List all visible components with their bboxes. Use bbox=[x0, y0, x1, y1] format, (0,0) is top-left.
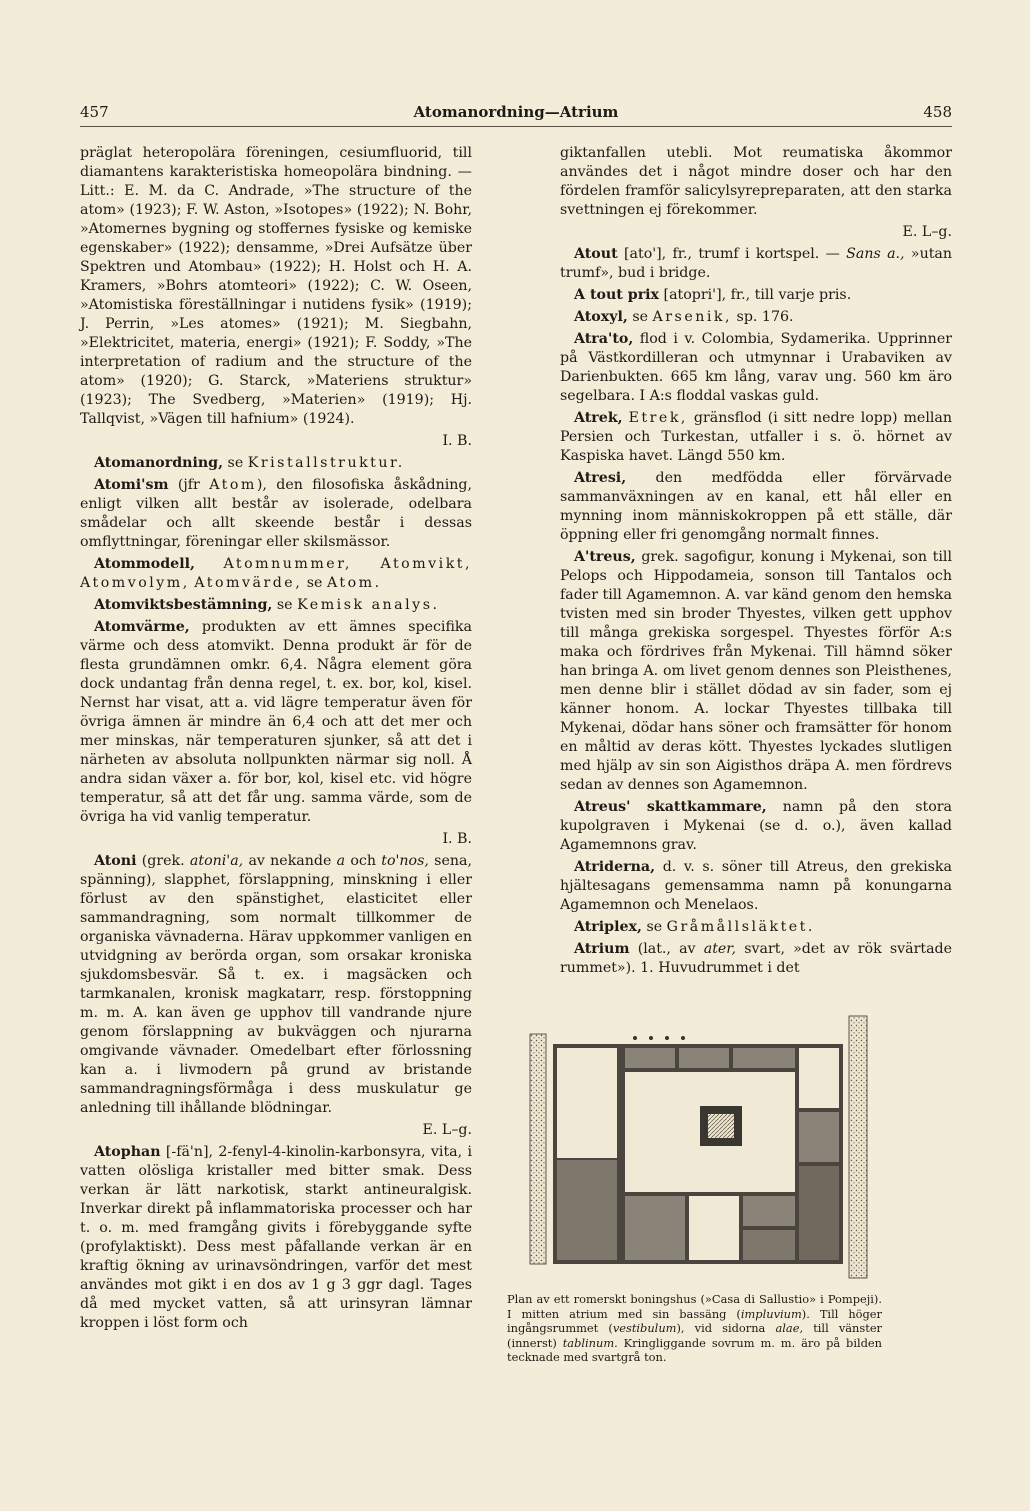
signature: I. B. bbox=[442, 831, 472, 847]
page-number-left: 457 bbox=[80, 103, 109, 121]
headword: Atomvärme, bbox=[94, 619, 190, 635]
signature: E. L–g. bbox=[902, 224, 952, 240]
entry-atreus-skattkammare: Atreus' skattkammare, namn på den stora kupolgraven i Mykenai (se d. o.), även kallad Agamemnons grav. bbox=[560, 799, 953, 853]
cross-reference: Arsenik, bbox=[652, 309, 733, 325]
running-header bbox=[80, 103, 952, 123]
signature: I. B. bbox=[442, 433, 472, 449]
headword: Atrium bbox=[574, 941, 630, 957]
signature: E. L–g. bbox=[422, 1122, 472, 1138]
room bbox=[733, 1048, 795, 1068]
room bbox=[799, 1166, 839, 1260]
headword: A tout prix bbox=[574, 287, 660, 303]
entry-atrium: Atrium (lat., av ater, svart, »det av rök svärtade rummet»). 1. Huvudrummet i det bbox=[560, 941, 953, 976]
headword: Atomi'sm bbox=[94, 477, 169, 493]
column bbox=[633, 1036, 637, 1040]
headword: Atriplex, bbox=[574, 919, 642, 935]
entry-atoxyl: Atoxyl, se Arsenik, sp. 176. bbox=[574, 309, 794, 325]
headword: Atra'to, bbox=[574, 331, 634, 347]
column bbox=[681, 1036, 685, 1040]
street-wall-right bbox=[849, 1016, 867, 1278]
entry-atomvarme: Atomvärme, produkten av ett ämnes specifika värme och dess atomvikt. Denna produkt är för de flesta grundämnen omkr. 6,4. Några element göra dock undantag från denna regel, t. ex. bor, kol, kisel. Nernst har visat, att a. vid lägre temperatur även för övriga ämnen är mindre än 6,4 och att det mer och mer minskas, när temperaturen sjunker, så att det i närheten av absoluta nollpunkten närmar sig noll. Å andra sidan växer a. för bor, kol, kisel etc. vid högre temperatur, så att det får ung. samma värde, som de övriga ha vid vanlig temperatur. bbox=[80, 619, 472, 825]
cross-reference: Kemisk analys. bbox=[297, 597, 440, 613]
entry-atomviktsbestamning: Atomviktsbestämning, se Kemisk analys. bbox=[94, 597, 440, 613]
tablinum bbox=[625, 1196, 685, 1260]
headword: Atreus' skattkammare, bbox=[574, 799, 767, 815]
figure-caption: Plan av ett romerskt boningshus (»Casa di Sallustio» i Pompeji). I mitten atrium med sin bassäng (impluvium). Till höger ingångsrummet (vestibulum), vid sidorna alae, till vänster (innerst) tablinum. Kringliggande sovrum m. m. äro på bilden tecknade med svartgrå ton. bbox=[507, 1292, 883, 1364]
entry-atom-continuation: präglat heteropolära föreningen, cesiumfluorid, till diamantens karakteristiska homeopolära bindning. — Litt.: E. M. da C. Andrade, »The structure of the atom» (1923); F. W. Aston, »Isotopes» (1922); N. Bohr, »Atomernes bygning og stoffernes fysiske og kemiske egenskaber» (1922); densamme, »Drei Aufsätze über Spektren und Atombau» (1922); H. Holst och H. A. Kramers, »Bohrs atomteori» (1922); C. W. Oseen, »Atomistiska föreställningar i nutidens fysik» (1919); J. Perrin, »Les atomes» (1921); M. Siegbahn, »Elektricitet, materia, energi» (1921); F. Soddy, »The interpretation of radium and the structure of the atom» (1920); G. Starck, »Materiens struktur» (1923); The Svedberg, »Materien» (1919); Hj. Tallqvist, »Vägen till hafnium» (1924). bbox=[80, 145, 472, 427]
column bbox=[665, 1036, 669, 1040]
entry-atout: Atout [ato'], fr., trumf i kortspel. — Sans a., »utan trumf», bud i bridge. bbox=[560, 246, 953, 281]
headword: Atresi, bbox=[574, 470, 627, 486]
headword: Atomviktsbestämning, bbox=[94, 597, 273, 613]
cross-reference: Atom bbox=[209, 477, 257, 493]
entry-atreus: A'treus, grek. sagofigur, konung i Mykenai, son till Pelops och Hippodameia, sonson till Tantalos och fader till Agamemnon. A. var känd genom den hemska tvisten med sin broder Thyestes, vilken gett upphov till många grekiska sorgespel. Thyestes förför A:s maka och fördrives från Mykenai. Till hämnd söker han bringa A. om livet genom dennes son Pleisthenes, men denne blir i stället dödad av sin fader, som ej känner honom. A. lockar Thyestes tillbaka till Mykenai, dödar hans söner och framsätter för honom en måltid av deras kött. Thyestes lyckades slutligen med hjälp av sin son Aigisthos dräpa A. men fördrevs sedan av dennes son Agamemnon. bbox=[560, 549, 952, 793]
headword: Atoxyl, bbox=[574, 309, 628, 325]
entry-a-tout-prix: A tout prix [atopri'], fr., till varje pris. bbox=[574, 287, 852, 303]
garden-area bbox=[557, 1048, 617, 1158]
side-rooms-left bbox=[557, 1160, 617, 1260]
street-wall-left bbox=[530, 1034, 546, 1264]
entry-atommodell: Atommodell, Atomnummer, Atomvikt, Atomvolym, Atomvärde, se Atom. bbox=[80, 556, 473, 591]
entry-atoni: Atoni (grek. atoni'a, av nekande a och to'nos, sena, spänning), slapphet, förslappning, minskning i eller förlust av den spänstighet, elasticitet eller sammandragning, som normalt tillkommer de organiska vävnaderna. Härav uppkommer vanligen en utvidgning av berörda organ, som orsakar kroniska sjukdomsbesvär. Så t. ex. i magsäcken och tarmkanalen, kronisk magkatarr, resp. förstoppning m. m. A. kan även ge upphov till vandrande njure genom förslappning av bukväggen och njurarna omgivande vävnader. Omedelbart efter förlossning kan a. i livmodern på grund av bristande sammandragningsförmåga i dess muskulatur ge anledning till ihållande blödningar. bbox=[80, 853, 472, 1116]
headword: Atophan bbox=[94, 1144, 161, 1160]
headword: Atrek, bbox=[574, 410, 623, 426]
floor-plan-drawing bbox=[495, 1014, 870, 1284]
entry-atrato: Atra'to, flod i v. Colombia, Sydamerika. Upprinner på Västkordilleran och utmynnar i Urabaviken av Darienbukten. 665 km lång, varav ung. 560 km äro segelbara. I A:s floddal vaskas guld. bbox=[560, 331, 953, 404]
entry-atrek: Atrek, Etrek, gränsflod (i sitt nedre lopp) mellan Persien och Turkestan, utfaller i s. ö. hörnet av Kaspiska havet. Längd 550 km. bbox=[560, 410, 953, 464]
vestibulum bbox=[799, 1048, 839, 1108]
headword: Atout bbox=[574, 246, 618, 262]
floor-plan-figure bbox=[495, 1014, 870, 1284]
room bbox=[799, 1112, 839, 1162]
room bbox=[625, 1048, 675, 1068]
column bbox=[649, 1036, 653, 1040]
entry-atophan: Atophan [-fä'n], 2-fenyl-4-kinolin-karbonsyra, vita, i vatten olösliga kristaller med bitter smak. Dess verkan är lätt narkotisk, starkt antineuralgisk. Inverkar direkt på inflammatoriska processer och har t. o. m. med framgång givits i förebyggande syfte (profylaktiskt). Dess mest påfallande verkan är en kraftig ökning av urinavsöndringen, varför det mest användes mot gikt i en dos av 1 g 3 ggr dagl. Tages då med mycket vatten, så att urinsyran lämnar kroppen i löst form och bbox=[80, 1144, 472, 1331]
entry-atomism: Atomi'sm (jfr Atom), den filosofiska åskådning, enligt vilken allt består av isolerade, odelbara smådelar och allt skeende består i dessas omflyttningar, föreningar eller skilsmässor. bbox=[80, 477, 472, 550]
headword: Atoni bbox=[94, 853, 137, 869]
header-rule bbox=[80, 126, 952, 127]
left-column bbox=[80, 144, 472, 1336]
entry-atriderna: Atriderna, d. v. s. söner till Atreus, den grekiska hjältesagans gemensamma namn på konungarna Agamemnon och Menelaos. bbox=[560, 859, 952, 913]
headword: A'treus, bbox=[574, 549, 636, 565]
cross-reference: Atom. bbox=[326, 575, 382, 591]
headword: Atommodell, bbox=[94, 556, 195, 572]
room bbox=[743, 1230, 795, 1260]
entry-atophan-continuation: giktanfallen utebli. Mot reumatiska åkommor användes det i något mindre doser och har den fördelen framför salicylsyrepreparaten, att den starka svettningen ej förekommer. bbox=[560, 145, 952, 218]
room bbox=[679, 1048, 729, 1068]
entry-atriplex: Atriplex, se Gråmållsläktet. bbox=[574, 919, 815, 935]
headword: Atriderna, bbox=[574, 859, 656, 875]
entry-atomanordning: Atomanordning, se Kristallstruktur. bbox=[94, 455, 405, 471]
room bbox=[743, 1196, 795, 1226]
right-column bbox=[560, 144, 952, 981]
entry-atresi: Atresi, den medfödda eller förvärvade sammanväxningen av en kanal, ett hål eller en mynning inom människokroppen på ett ställe, där öppning eller fri genomgång normalt finnes. bbox=[560, 470, 952, 543]
cross-reference: Gråmållsläktet. bbox=[666, 919, 815, 935]
cross-reference: Kristallstruktur. bbox=[247, 455, 405, 471]
impluvium-water bbox=[708, 1114, 734, 1138]
ala bbox=[689, 1196, 739, 1260]
running-title: Atomanordning—Atrium bbox=[413, 103, 619, 121]
headword: Atomanordning, bbox=[94, 455, 224, 471]
page-number-right: 458 bbox=[923, 103, 952, 121]
